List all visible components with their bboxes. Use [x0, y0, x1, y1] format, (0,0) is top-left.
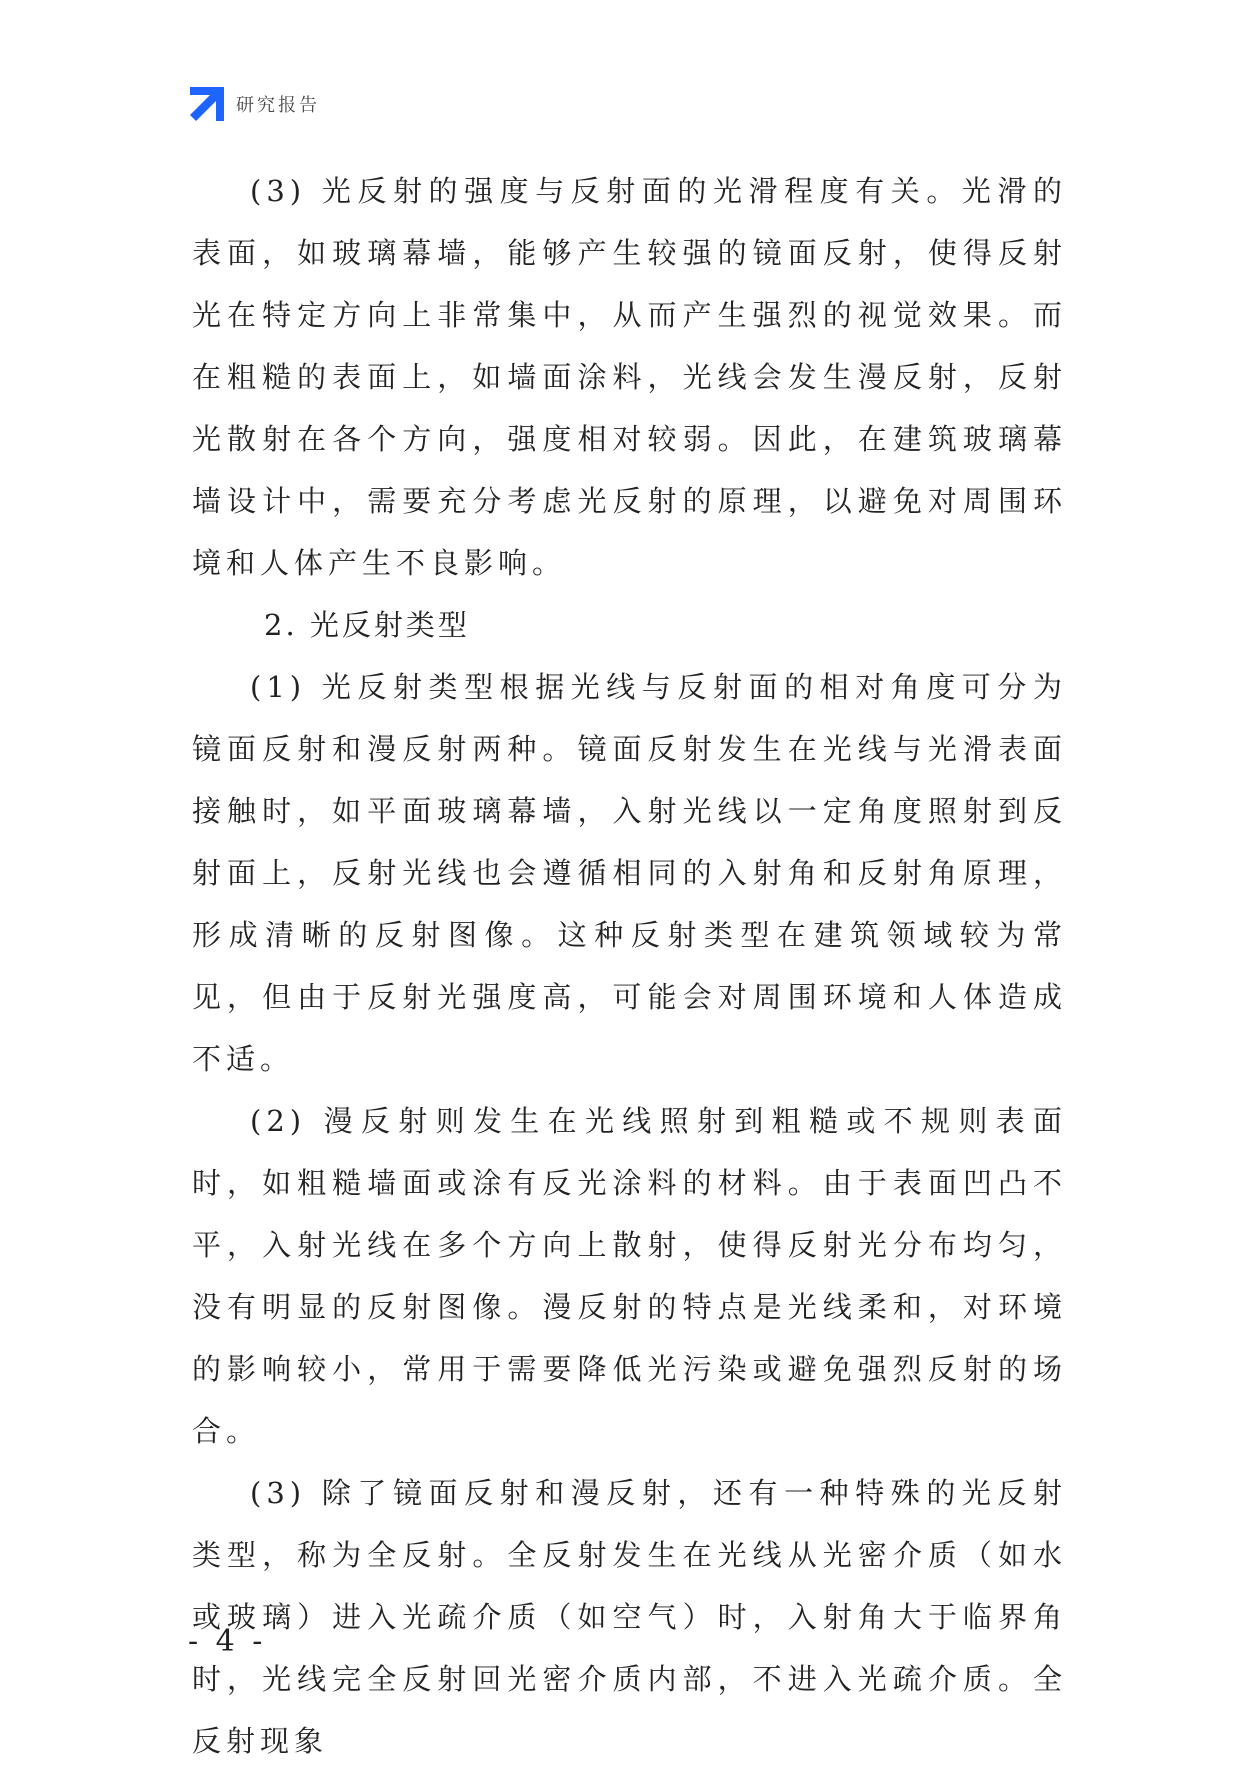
page-number: - 4 - — [188, 1624, 267, 1659]
arrow-up-right-icon — [190, 87, 224, 121]
document-body — [192, 160, 1067, 1772]
paragraph-light-reflection-intensity: (3) 光反射的强度与反射面的光滑程度有关。光滑的表面，如玻璃幕墙，能够产生较强的镜面反射，使得反射光在特定方向上非常集中，从而产生强烈的视觉效果。而在粗糙的表面上，如墙面涂料，光线会发生漫反射，反射光散射在各个方向，强度相对较弱。因此，在建筑玻璃幕墙设计中，需要充分考虑光反射的原理，以避免对周围环境和人体产生不良影响。 — [192, 174, 1067, 580]
paragraph-specular-reflection: (1) 光反射类型根据光线与反射面的相对角度可分为镜面反射和漫反射两种。镜面反射发生在光线与光滑表面接触时，如平面玻璃幕墙，入射光线以一定角度照射到反射面上，反射光线也会遵循相同的入射角和反射角原理，形成清晰的反射图像。这种反射类型在建筑领域较为常见，但由于反射光强度高，可能会对周围环境和人体造成不适。 — [192, 670, 1067, 1076]
header-title: 研究报告 — [236, 95, 320, 116]
paragraph-total-reflection: (3) 除了镜面反射和漫反射，还有一种特殊的光反射类型，称为全反射。全反射发生在光线从光密介质（如水或玻璃）进入光疏介质（如空气）时，入射角大于临界角时，光线完全反射回光密介质内部，不进入光疏介质。全反射现象 — [192, 1476, 1067, 1758]
paragraph-diffuse-reflection: (2) 漫反射则发生在光线照射到粗糙或不规则表面时，如粗糙墙面或涂有反光涂料的材料。由于表面凹凸不平，入射光线在多个方向上散射，使得反射光分布均匀，没有明显的反射图像。漫反射的特点是光线柔和，对环境的影响较小，常用于需要降低光污染或避免强烈反射的场合。 — [192, 1104, 1067, 1448]
section-heading-reflection-types: 2. 光反射类型 — [264, 608, 470, 642]
report-header — [190, 86, 320, 122]
